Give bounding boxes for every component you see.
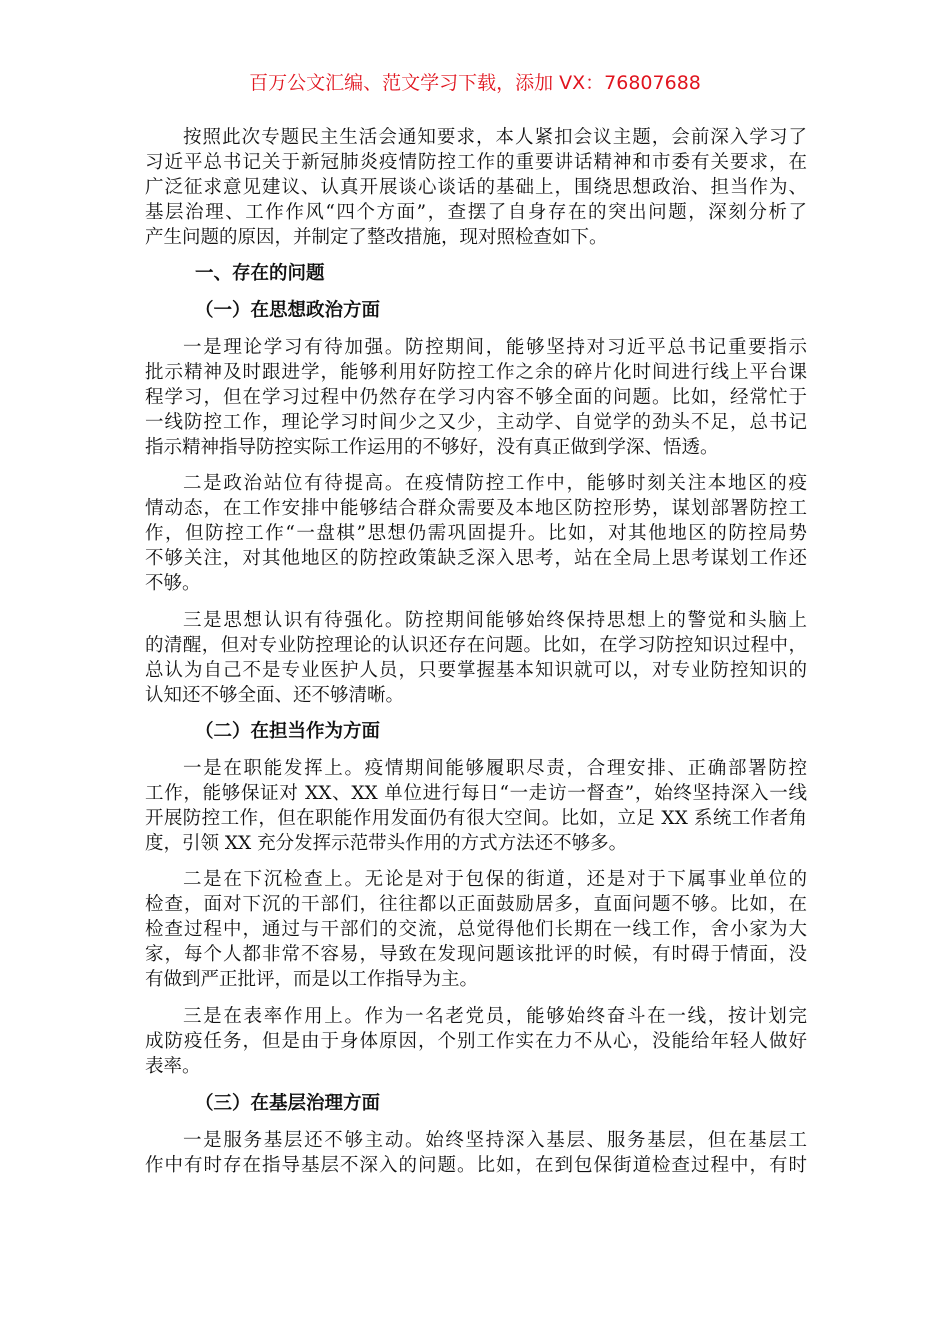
paragraph: [145, 609, 807, 709]
text-line: 一线防控工作，理论学习时间少之又少，主动学、自觉学的劲头不足，总书记: [145, 411, 807, 433]
text-line: 二是在下沉检查上。无论是对于包保的街道，还是对于下属事业单位的: [183, 869, 807, 890]
subsection-heading: （二）在担当作为方面: [195, 721, 381, 742]
paragraph: [145, 336, 807, 460]
text-line: 不够关注，对其他地区的防控政策缺乏深入思考，站在全局上思考谋划工作还: [145, 547, 807, 569]
text-line: 三是在表率作用上。作为一名老党员，能够始终奋斗在一线，按计划完: [183, 1006, 807, 1027]
text-line: 二是政治站位有待提高。在疫情防控工作中，能够时刻关注本地区的疫: [183, 473, 807, 494]
text-line: 检查，面对下沉的干部们，往往都以正面鼓励居多，直面问题不够。比如，在: [145, 893, 807, 915]
intro-paragraph: [145, 126, 807, 250]
text-line: 开展防控工作，但在职能作用发面仍有很大空间。比如，立足 XX 系统工作者角: [145, 807, 807, 829]
text-line: 一是在职能发挥上。疫情期间能够履职尽责，合理安排、正确部署防控: [183, 758, 807, 779]
text-line: 的清醒，但对专业防控理论的认识还存在问题。比如，在学习防控知识过程中，: [145, 634, 807, 656]
text-line: 工作，能够保证对 XX、XX 单位进行每日“一走访一督查”，始终坚持深入一线: [145, 782, 807, 804]
text-line: 一是理论学习有待加强。防控期间，能够坚持对习近平总书记重要指示: [183, 337, 807, 358]
paragraph: [145, 868, 807, 992]
text-line: 程学习，但在学习过程中仍然存在学习内容不够全面的问题。比如，经常忙于: [145, 386, 807, 408]
subsection-heading: （三）在基层治理方面: [195, 1093, 381, 1114]
text-line: 总认为自己不是专业医护人员，只要掌握基本知识就可以，对专业防控知识的: [145, 659, 807, 681]
text-line: 度，引领 XX 充分发挥示范带头作用的方式方法还不够多。: [145, 832, 628, 854]
text-line: 检查过程中，通过与干部们的交流，总觉得他们长期在一线工作，舍小家为大: [145, 918, 807, 940]
subsection-heading: （一）在思想政治方面: [195, 300, 381, 321]
text-line: 作，但防控工作“一盘棋”思想仍需巩固提升。比如，对其他地区的防控局势: [145, 522, 807, 544]
text-line: 批示精神及时跟进学，能够利用好防控工作之余的碎片化时间进行线上平台课: [145, 361, 807, 383]
section-heading: 一、存在的问题: [195, 263, 325, 284]
text-line: 家，每个人都非常不容易，导致在发现问题该批评的时候，有时碍于情面，没: [145, 943, 807, 965]
text-line: 成防疫任务，但是由于身体原因，个别工作实在力不从心，没能给年轻人做好: [145, 1030, 807, 1052]
text-line: 有做到严正批评，而是以工作指导为主。: [145, 968, 479, 990]
paragraph: [145, 472, 807, 596]
watermark-banner: 百万公文汇编、范文学习下载，添加 VX：76807688: [249, 72, 701, 94]
text-line: 不够。: [145, 572, 201, 594]
text-line: 一是服务基层还不够主动。始终坚持深入基层、服务基层，但在基层工: [183, 1130, 807, 1151]
text-line: 按照此次专题民主生活会通知要求，本人紧扣会议主题，会前深入学习了: [183, 127, 807, 148]
text-line: 情动态，在工作安排中能够结合群众需要及本地区防控形势，谋划部署防控工: [145, 497, 807, 519]
text-line: 习近平总书记关于新冠肺炎疫情防控工作的重要讲话精神和市委有关要求，在: [145, 151, 807, 173]
text-line: 作中有时存在指导基层不深入的问题。比如，在到包保街道检查过程中，有时: [145, 1154, 807, 1176]
text-line: 产生问题的原因，并制定了整改措施，现对照检查如下。: [145, 226, 608, 248]
text-line: 指示精神指导防控实际工作运用的不够好，没有真正做到学深、悟透。: [145, 436, 719, 458]
text-line: 三是思想认识有待强化。防控期间能够始终保持思想上的警觉和头脑上: [183, 610, 807, 631]
paragraph: [145, 1005, 807, 1080]
text-line: 认知还不够全面、还不够清晰。: [145, 684, 405, 706]
text-line: 表率。: [145, 1055, 201, 1077]
paragraph: [145, 1129, 807, 1179]
text-line: 广泛征求意见建议、认真开展谈心谈话的基础上，围绕思想政治、担当作为、: [145, 176, 807, 198]
text-line: 基层治理、工作作风“四个方面”，查摆了自身存在的突出问题，深刻分析了: [145, 201, 807, 223]
paragraph: [145, 757, 807, 857]
